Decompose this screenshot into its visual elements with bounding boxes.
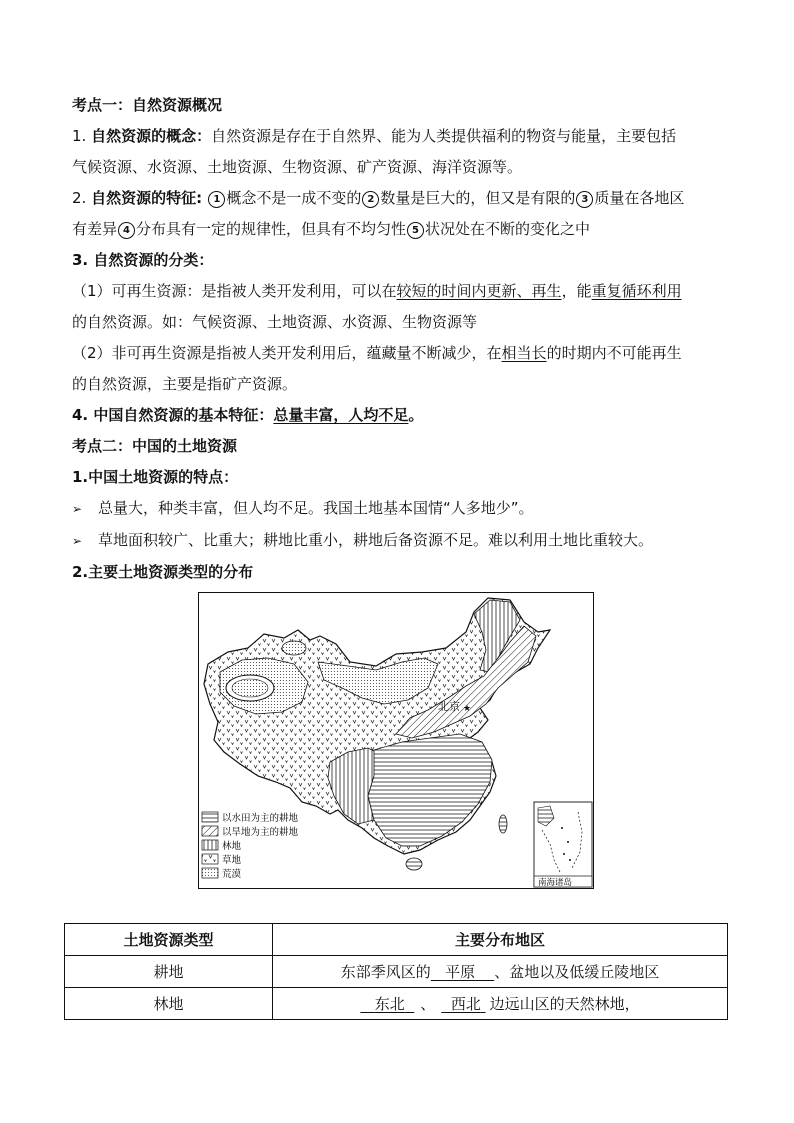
region-post: 边远山区的天然林地，	[489, 995, 640, 1013]
paddy-farmland-region	[406, 858, 422, 870]
legend-label: 林地	[222, 841, 242, 852]
feature-1: 概念不是一成不变的	[226, 189, 362, 207]
land-distribution-table	[64, 923, 728, 1020]
item3-heading: 3. 自然资源的分类：	[72, 251, 214, 269]
circled-number: 4	[118, 222, 135, 239]
capital-star-icon: ★	[463, 704, 472, 714]
region-sep: 、	[420, 995, 436, 1013]
legend-swatch	[202, 854, 218, 864]
item1-num: 1.	[72, 127, 87, 145]
renewable-mid: ，能	[561, 282, 592, 300]
table-cell-region	[273, 988, 728, 1020]
section1-heading: 考点一：自然资源概况	[72, 96, 223, 114]
answer-blank: 东北	[374, 995, 405, 1013]
city-label: 北京	[438, 700, 460, 713]
desert-region	[282, 641, 306, 655]
legend-swatch	[202, 826, 218, 836]
table-row	[65, 988, 728, 1020]
answer-blank: 平原	[445, 963, 476, 981]
bullet-item	[72, 493, 728, 525]
desert-region	[232, 679, 268, 697]
arrow-bullet-icon: ➢	[72, 502, 83, 516]
circled-number: 3	[576, 191, 593, 208]
item2-num: 2.	[72, 189, 87, 207]
table-row	[65, 956, 728, 988]
item2-label: 自然资源的特征	[91, 189, 197, 207]
answer-blank: 西北	[450, 995, 481, 1013]
nonrenewable-line1	[72, 338, 728, 369]
item1-colon: ：	[196, 127, 212, 145]
item4-value: 总量丰富，人均不足	[273, 406, 409, 424]
bullet-item	[72, 525, 728, 557]
item1-line1	[72, 121, 728, 152]
bullet-text: 总量大，种类丰富，但人均不足。我国土地基本国情“人多地少”。	[98, 499, 534, 517]
item1-label: 自然资源的概念	[91, 127, 197, 145]
feature-4: 分布具有一定的规律性，但具有不均匀性	[136, 220, 407, 238]
inset-label: 南海诸岛	[538, 878, 573, 888]
circled-number: 2	[362, 191, 379, 208]
item2-line2	[72, 214, 728, 245]
item4-label: 4. 中国自然资源的基本特征：	[72, 406, 274, 424]
item4-line	[72, 400, 728, 431]
table-header-row	[65, 924, 728, 956]
nonrenewable-post: 的时期内不可能再生	[546, 344, 682, 362]
table-cell-type: 林地	[65, 988, 273, 1020]
south-china-sea-inset	[534, 802, 592, 888]
region-pre: 东部季风区的	[340, 963, 431, 981]
legend-swatch	[202, 812, 218, 822]
feature-5: 状况处在不断的变化之中	[425, 220, 591, 238]
paddy-farmland-region	[499, 815, 507, 833]
feature-2: 数量是巨大的，但又是有限的	[380, 189, 576, 207]
section2-heading: 考点二：中国的土地资源	[72, 437, 238, 455]
table-cell-region	[273, 956, 728, 988]
nonrenewable-pre: （2）非可再生资源是指被人类开发利用后，蕴藏量不断减少，在	[72, 344, 502, 362]
legend-swatch	[202, 840, 218, 850]
land-features-heading: 1.中国土地资源的特点：	[72, 468, 239, 486]
legend-label: 以水田为主的耕地	[222, 813, 299, 824]
renewable-underline-2: 重复循环利用	[591, 282, 682, 300]
legend-label: 以旱地为主的耕地	[222, 827, 299, 838]
arrow-bullet-icon: ➢	[72, 534, 83, 548]
nonrenewable-underline: 相当长	[501, 344, 547, 362]
item2-line1	[72, 183, 728, 214]
nonrenewable-line2: 的自然资源，主要是指矿产资源。	[72, 375, 298, 393]
bullet-text: 草地面积较广、比重大；耕地比重小，耕地后备资源不足。难以利用土地比重较大。	[98, 531, 654, 549]
land-distribution-heading: 2.主要土地资源类型的分布	[72, 563, 254, 581]
region-post: 、盆地以及低缓丘陵地区	[494, 963, 660, 981]
circled-number: 5	[407, 222, 424, 239]
item2-colon: :	[196, 189, 208, 207]
feature-3-cont: 有差异	[72, 220, 118, 238]
notes-content	[72, 90, 728, 588]
feature-3: 质量在各地区	[594, 189, 685, 207]
table-header: 主要分布地区	[273, 924, 728, 956]
renewable-line2: 的自然资源。如：气候资源、土地资源、水资源、生物资源等	[72, 313, 478, 331]
legend-label: 荒漠	[222, 869, 242, 880]
renewable-underline-1: 较短的时间内更新、再生	[396, 282, 562, 300]
circled-number: 1	[208, 191, 225, 208]
item1-line2: 气候资源、水资源、土地资源、生物资源、矿产资源、海洋资源等。	[72, 158, 523, 176]
legend-swatch	[202, 868, 218, 878]
legend-label: 草地	[222, 855, 242, 866]
renewable-line1	[72, 276, 728, 307]
table-cell-type: 耕地	[65, 956, 273, 988]
land-resources-map	[198, 592, 594, 889]
item4-end: 。	[408, 406, 424, 424]
renewable-pre: （1）可再生资源：是指被人类开发利用，可以在	[72, 282, 397, 300]
table-header: 土地资源类型	[65, 924, 273, 956]
item1-text-a: 自然资源是存在于自然界、能为人类提供福利的物资与能量，主要包括	[211, 127, 677, 145]
